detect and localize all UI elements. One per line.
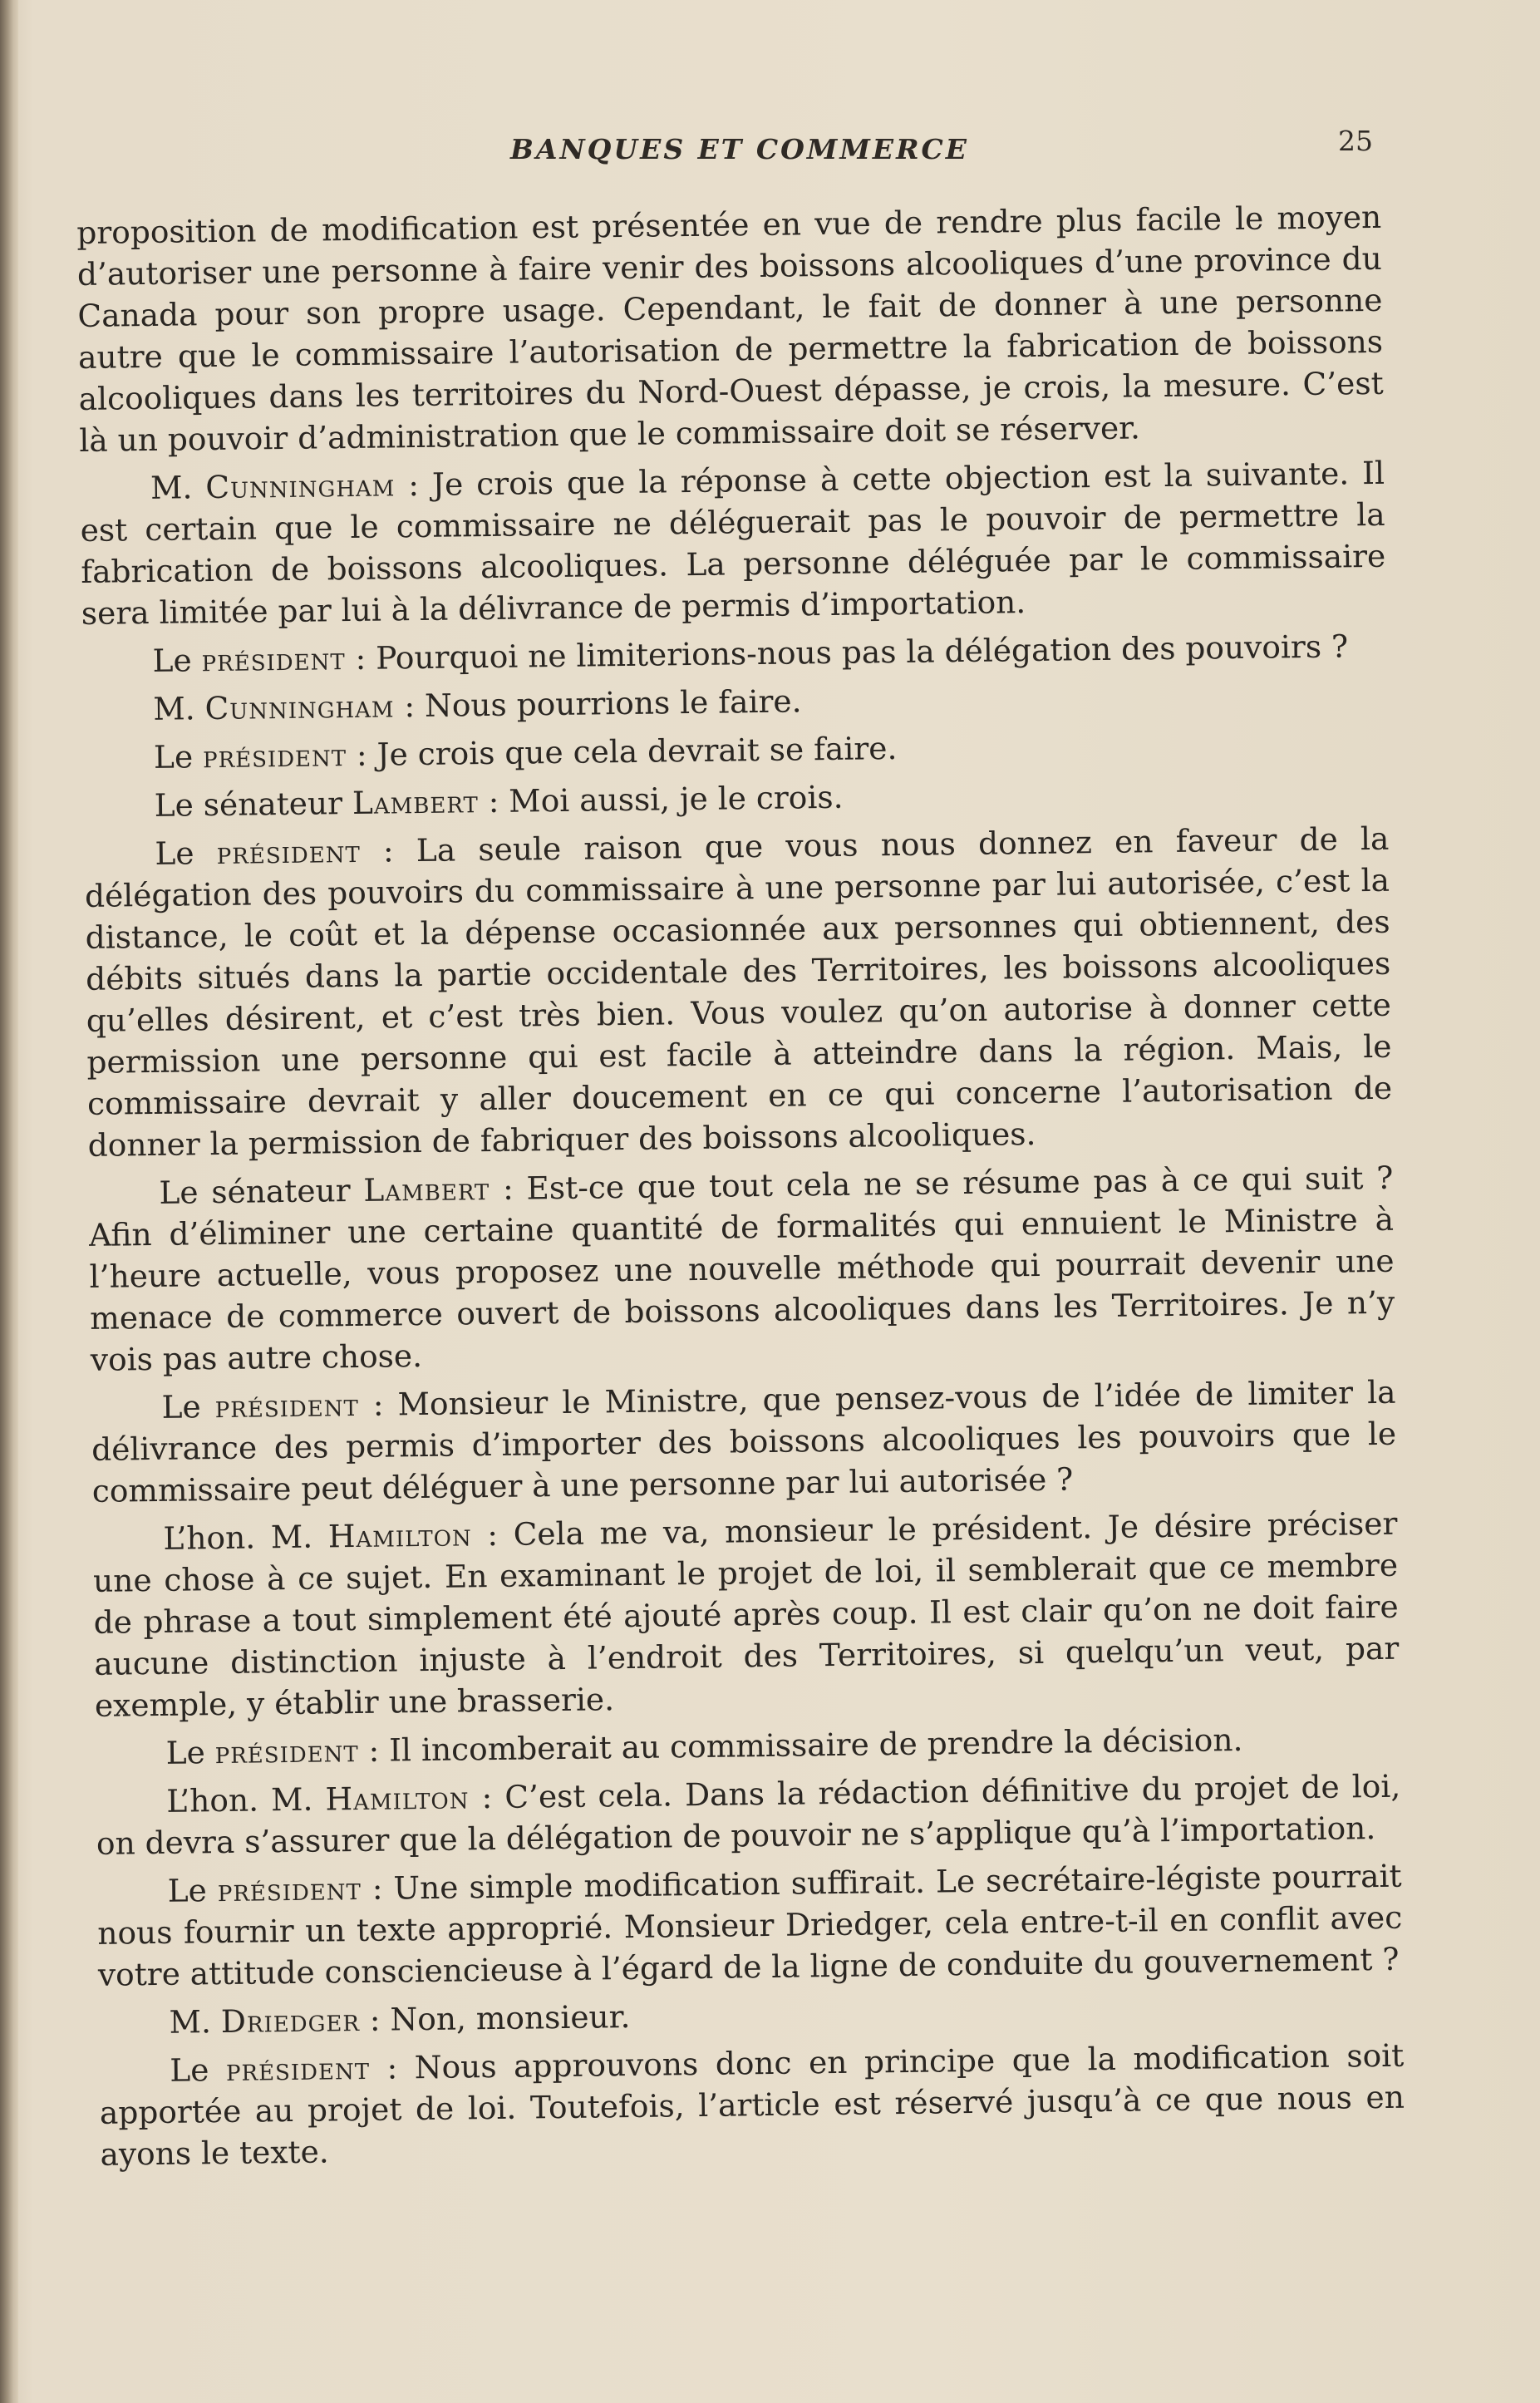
speaker-prefix: Le bbox=[152, 642, 192, 679]
paragraph-speech: Le président : Une simple modification suffirait. Le secrétaire-légiste pourrait nous fournir un texte approprié. Monsieur Driedger, cela entre-t-il en conflit avec votre attitude consciencieuse à l’égard de la ligne de conduite du gouvernement ? bbox=[97, 1857, 1403, 1993]
speaker-name: président bbox=[214, 1386, 360, 1426]
speaker-name: Hamilton bbox=[325, 1779, 470, 1818]
speaker-name: président bbox=[217, 1869, 362, 1909]
paragraph-text: Une simple modification suffirait. Le secrétaire-légiste pourrait nous fournir un texte approprié. Monsieur Driedger, cela entre-t-il en conflit avec votre attitude consciencieuse à l’égard de la ligne de conduite du gouvernement ? bbox=[97, 1857, 1403, 1993]
paragraph-speech: Le président : Il incomberait au commissaire de prendre la décision. bbox=[165, 1721, 1243, 1771]
speaker-prefix: M. bbox=[169, 2003, 212, 2041]
paragraph-text: Cela me va, monsieur le président. Je désire préciser une chose à ce sujet. En examinant le projet de loi, il semblerait que ce membre de phrase a tout simplement été ajouté après coup. Il est clair qu’on ne doit faire aucune distinction injuste à l’endroit des Territoires, si quelqu’un veut, par exemple, y établir une brasserie. bbox=[92, 1504, 1400, 1724]
speaker-name: président bbox=[216, 832, 362, 871]
paragraph-text: Je crois que cela devrait se faire. bbox=[376, 729, 898, 773]
speaker-prefix: L’hon. M. bbox=[166, 1780, 313, 1819]
speaker-prefix: Le bbox=[170, 2051, 209, 2089]
paragraph-speech: M. Cunningham : Nous pourrions le faire. bbox=[153, 682, 802, 727]
paragraph-text: Moi aussi, je le crois. bbox=[509, 778, 844, 820]
paragraph-text: Monsieur le Ministre, que pensez-vous de l’idée de limiter la délivrance des permis d’importer des boissons alcooliques les pouvoirs que le commissaire peut déléguer à une personne par lui autorisée ? bbox=[91, 1373, 1397, 1509]
speaker-prefix: Le bbox=[165, 1734, 206, 1771]
page-header bbox=[0, 125, 1540, 175]
speaker-name: Cunningham bbox=[204, 687, 395, 727]
speaker-prefix: Le bbox=[167, 1872, 208, 1909]
paragraph-text: proposition de modification est présentée en vue de rendre plus facile le moyen d’autoriser une personne à faire venir des boissons alcooliques d’une province du Canada pour son propre usage. Cependant, le fait de donner à une personne autre que le commissaire l’autorisation de permettre la fabrication de boissons alcooliques dans les territoires du Nord-Ouest dépasse, je crois, la mesure. C’est là un pouvoir d’administration que le commissaire doit se réserver. bbox=[76, 198, 1384, 459]
paragraph-text: Nous approuvons donc en principe que la modification soit apportée au projet de loi. Toutefois, l’article est réservé jusqu’à ce que nous en ayons le texte. bbox=[99, 2036, 1405, 2173]
speaker-prefix: Le bbox=[153, 738, 194, 776]
paragraph-speech: Le président : Monsieur le Ministre, que pensez-vous de l’idée de limiter la délivrance des permis d’importer des boissons alcooliques les pouvoirs que le commissaire peut déléguer à une personne par lui autorisée ? bbox=[91, 1373, 1397, 1509]
paragraph-text: Non, monsieur. bbox=[390, 1998, 631, 2038]
speaker-prefix: L’hon. M. bbox=[163, 1518, 313, 1557]
paragraph-text: Je crois que la réponse à cette objection est la suivante. Il est certain que le commissaire ne déléguerait pas le pouvoir de permettre la fabrication de boissons alcooliques. La personne déléguée par le commissaire sera limitée par lui à la délivrance de permis d’importation. bbox=[80, 454, 1386, 632]
paragraph-continuation bbox=[76, 196, 1385, 461]
paragraph-text: Pourquoi ne limiterions-nous pas la délégation des pouvoirs ? bbox=[375, 628, 1349, 677]
paragraph-speech: Le sénateur Lambert : Est-ce que tout cela ne se résume pas à ce qui suit ? Afin d’éliminer une certaine quantité de formalités qui ennuient le Ministre à l’heure actuelle, vous proposez une nouvelle méthode qui pourrait devenir une menace de commerce ouvert de boissons alcooliques dans les Territoires. Je n’y vois pas autre chose. bbox=[88, 1159, 1395, 1378]
paragraph-text: Nous pourrions le faire. bbox=[424, 682, 802, 724]
speaker-name: président bbox=[201, 640, 346, 679]
page-number: 25 bbox=[1338, 125, 1373, 157]
paragraph-speech: L’hon. M. Hamilton : C’est cela. Dans la rédaction définitive du projet de loi, on devra s’assurer que la délégation de pouvoir ne s’applique qu’à l’importation. bbox=[96, 1767, 1401, 1862]
speaker-prefix: Le sénateur bbox=[154, 785, 343, 824]
running-head: BANQUES ET COMMERCE bbox=[510, 133, 969, 165]
speaker-name: Driedger bbox=[220, 2001, 361, 2041]
paragraph-text: C’est cela. Dans la rédaction définitive du projet de loi, on devra s’assurer que la délégation de pouvoir ne s’applique qu’à l’importation. bbox=[96, 1767, 1401, 1862]
paragraph-text: Il incomberait au commissaire de prendre la décision. bbox=[388, 1721, 1243, 1769]
page-binding-edge bbox=[0, 0, 18, 2403]
speaker-prefix: Le bbox=[155, 835, 194, 872]
speaker-name: Lambert bbox=[352, 783, 480, 821]
speaker-name: Cunningham bbox=[205, 466, 396, 506]
paragraph-speech: Le président : Je crois que cela devrait se faire. bbox=[153, 729, 898, 776]
speaker-name: président bbox=[214, 1731, 360, 1771]
body-text bbox=[76, 196, 1405, 2182]
speaker-prefix: Le bbox=[161, 1388, 201, 1426]
paragraph-text: Est-ce que tout cela ne se résume pas à ce qui suit ? Afin d’éliminer une certaine quantité de formalités qui ennuient le Ministre à l’heure actuelle, vous proposez une nouvelle méthode qui pourrait devenir une menace de commerce ouvert de boissons alcooliques dans les Territoires. Je n’y vois pas autre chose. bbox=[88, 1159, 1395, 1378]
paragraph-speech: Le sénateur Lambert : Moi aussi, je le crois. bbox=[154, 778, 844, 824]
speaker-prefix: M. bbox=[153, 690, 195, 727]
speaker-name: Lambert bbox=[363, 1170, 490, 1209]
paragraph-speech: M. Driedger : Non, monsieur. bbox=[169, 1998, 631, 2041]
speaker-prefix: M. bbox=[150, 469, 193, 506]
paragraph-speech: Le président : Nous approuvons donc en principe que la modification soit apportée au projet de loi. Toutefois, l’article est réservé jusqu’à ce que nous en ayons le texte. bbox=[99, 2036, 1405, 2173]
speaker-name: président bbox=[202, 736, 347, 776]
paragraph-text: La seule raison que vous nous donnez en faveur de la délégation des pouvoirs du commissaire à une personne par lui autorisée, c’est la distance, le coût et la dépense occasionnée aux personnes qui obtiennent, des débits situés dans la partie occidentale des Territoires, les boissons alcooliques qu’elles désirent, et c’est très bien. Vous voulez qu’on autorise à donner cette permission une personne qui est facile à atteindre dans la région. Mais, le commissaire devrait y aller doucement en ce qui concerne l’autorisation de donner la permission de fabriquer des boissons alcooliques. bbox=[84, 820, 1393, 1164]
speaker-prefix: Le sénateur bbox=[159, 1172, 351, 1211]
paragraph-speech: Le président : La seule raison que vous nous donnez en faveur de la délégation des pouvoirs du commissaire à une personne par lui autorisée, c’est la distance, le coût et la dépense occasionnée aux personnes qui obtiennent, des débits situés dans la partie occidentale des Territoires, les boissons alcooliques qu’elles désirent, et c’est très bien. Vous voulez qu’on autorise à donner cette permission une personne qui est facile à atteindre dans la région. Mais, le commissaire devrait y aller doucement en ce qui concerne l’autorisation de donner la permission de fabriquer des boissons alcooliques. bbox=[84, 820, 1393, 1164]
speaker-name: président bbox=[225, 2049, 371, 2088]
paragraph-speech: M. Cunningham : Je crois que la réponse à cette objection est la suivante. Il est certain que le commissaire ne déléguerait pas le pouvoir de permettre la fabrication de boissons alcooliques. La personne déléguée par le commissaire sera limitée par lui à la délivrance de permis d’importation. bbox=[80, 454, 1386, 632]
speaker-name: Hamilton bbox=[327, 1516, 472, 1555]
paragraph-speech: L’hon. M. Hamilton : Cela me va, monsieur le président. Je désire préciser une chose à ce sujet. En examinant le projet de loi, il semblerait que ce membre de phrase a tout simplement été ajouté après coup. Il est clair qu’on ne doit faire aucune distinction injuste à l’endroit des Territoires, si quelqu’un veut, par exemple, y établir une brasserie. bbox=[92, 1504, 1400, 1724]
paragraph-speech: Le président : Pourquoi ne limiterions-nous pas la délégation des pouvoirs ? bbox=[152, 628, 1349, 679]
